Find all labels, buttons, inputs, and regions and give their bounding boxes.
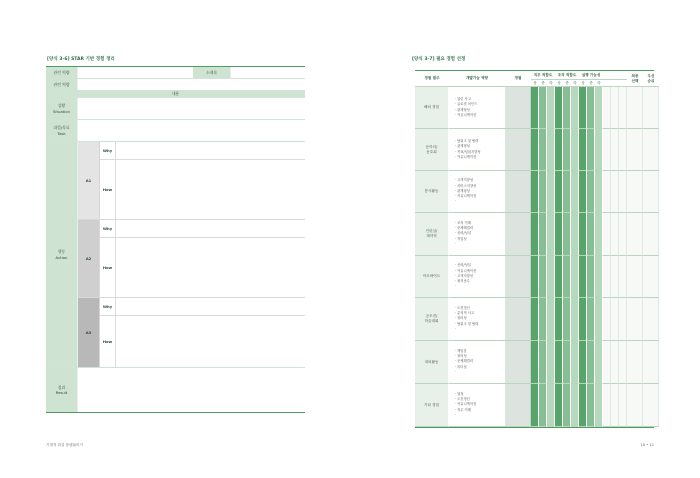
row-category: 인턴십/ 계약직 xyxy=(415,213,449,256)
rating-cell[interactable] xyxy=(563,256,571,298)
experience-cell[interactable] xyxy=(505,298,531,341)
row-action xyxy=(46,142,305,368)
rating-cell[interactable] xyxy=(555,213,563,256)
a1-why-row xyxy=(100,142,305,160)
skill-item: · 커뮤니케이션 xyxy=(455,402,477,407)
rating-cell[interactable] xyxy=(555,384,563,427)
header-experience: 경험 xyxy=(505,71,531,87)
rating-cell[interactable] xyxy=(595,341,603,384)
rating-cell[interactable] xyxy=(603,171,611,213)
row-skill-list xyxy=(449,298,505,341)
related-skill-label: 관련 역량 xyxy=(46,79,78,90)
experience-cell[interactable] xyxy=(505,213,531,256)
row-category: 동아리/ 동호회 xyxy=(415,129,449,171)
rating-cell[interactable] xyxy=(579,341,587,384)
rating-cell[interactable] xyxy=(603,298,611,341)
a1-how-input[interactable] xyxy=(116,160,305,219)
left-form-title: [양식 3-6] STAR 기반 경험 정리 xyxy=(47,57,115,62)
rating-cell[interactable] xyxy=(571,213,579,256)
rating-cell[interactable] xyxy=(555,129,563,171)
rating-cell[interactable] xyxy=(539,256,547,298)
rating-cell[interactable] xyxy=(563,298,571,341)
a1-how-label: How xyxy=(100,160,116,219)
situation-input[interactable] xyxy=(78,98,305,119)
rating-cell[interactable] xyxy=(539,384,547,427)
rating-cell[interactable] xyxy=(571,87,579,129)
a3-how-row xyxy=(100,316,305,367)
header-group-4 xyxy=(603,71,627,80)
rating-cell[interactable] xyxy=(603,341,611,384)
experience-selection-table xyxy=(415,70,654,428)
right-footer: 10 • 11 xyxy=(640,443,654,447)
row-skill-list xyxy=(449,384,505,427)
row-category: 대외활동 xyxy=(415,341,449,384)
rating-cell[interactable] xyxy=(547,341,555,384)
sub-low: 하 xyxy=(571,80,579,87)
header-feasibility: 실행 가능성 xyxy=(579,71,603,80)
action-a2-label: A2 xyxy=(78,220,100,297)
sub-high: 상 xyxy=(531,80,539,87)
a2-why-input[interactable] xyxy=(116,220,305,237)
experience-cell[interactable] xyxy=(505,341,531,384)
rating-cell[interactable] xyxy=(619,129,627,171)
rating-cell[interactable] xyxy=(539,341,547,384)
skill-item: · 직업성 xyxy=(455,236,467,241)
rating-cell[interactable] xyxy=(587,298,595,341)
row-skill-list xyxy=(449,87,505,129)
skill-item: · 커뮤니케이션 xyxy=(455,194,477,199)
rating-cell[interactable] xyxy=(603,256,611,298)
rating-cell[interactable] xyxy=(531,129,539,171)
rating-cell[interactable] xyxy=(555,256,563,298)
task-input[interactable] xyxy=(78,120,305,141)
content-header: 내용 xyxy=(46,91,305,97)
rating-cell[interactable] xyxy=(579,171,587,213)
rating-cell[interactable] xyxy=(531,171,539,213)
a2-why-row xyxy=(100,220,305,238)
sub-mid: 중 xyxy=(539,80,547,87)
skill-item: · 신뢰/성실 xyxy=(455,263,471,268)
skill-item: · 커뮤니케이션 xyxy=(455,268,477,273)
rating-cell[interactable] xyxy=(619,213,627,256)
rating-cell[interactable] xyxy=(595,171,603,213)
rating-cell[interactable] xyxy=(539,298,547,341)
rating-cell[interactable] xyxy=(643,384,659,427)
a2-why-label: Why xyxy=(100,220,116,237)
rating-cell[interactable] xyxy=(643,213,659,256)
rating-cell[interactable] xyxy=(579,384,587,427)
rating-cell[interactable] xyxy=(547,213,555,256)
skill-item: · 분석적 사고 xyxy=(455,311,475,316)
rating-cell[interactable] xyxy=(595,298,603,341)
experience-cell[interactable] xyxy=(505,129,531,171)
rating-cell[interactable] xyxy=(643,87,659,129)
sub-high: 상 xyxy=(555,80,563,87)
rating-cell[interactable] xyxy=(619,298,627,341)
rating-cell[interactable] xyxy=(643,341,659,384)
a3-why-input[interactable] xyxy=(116,298,305,315)
skill-item: · xyxy=(455,412,457,417)
rating-cell[interactable] xyxy=(611,298,619,341)
row-category: 해외 경험 xyxy=(415,87,449,129)
skill-item: · 글로벌 마인드 xyxy=(455,102,478,107)
selection-grid xyxy=(415,71,654,427)
experience-cell[interactable] xyxy=(505,87,531,129)
header-job-fit: 직무 적합도 xyxy=(531,71,555,80)
affiliation-input[interactable] xyxy=(231,67,305,78)
skill-item: · 목표/성취지향성 xyxy=(455,149,481,154)
row-skill-list xyxy=(449,129,505,171)
situation-label: 상황 Situation xyxy=(46,98,78,119)
rating-cell[interactable] xyxy=(611,341,619,384)
skill-item: · 커뮤니케이션 xyxy=(455,154,477,159)
rating-cell[interactable] xyxy=(571,341,579,384)
rating-cell[interactable] xyxy=(531,87,539,129)
skill-item: · 문제해결력 xyxy=(455,226,474,231)
skill-item: · 고객지향성 xyxy=(455,178,474,183)
rating-cell[interactable] xyxy=(595,213,603,256)
rating-cell[interactable] xyxy=(619,341,627,384)
rating-cell[interactable] xyxy=(619,87,627,129)
rating-cell[interactable] xyxy=(547,171,555,213)
rating-cell[interactable] xyxy=(603,129,611,171)
header-category: 경험 범주 xyxy=(415,71,449,87)
rating-cell[interactable] xyxy=(579,213,587,256)
experience-cell[interactable] xyxy=(505,384,531,427)
rating-cell[interactable] xyxy=(627,87,643,129)
action-label: 행동 Action xyxy=(46,142,78,367)
left-footer: 기계적 취업 플랫폼비기 xyxy=(46,443,83,447)
affiliation-label: 소제목 xyxy=(193,67,231,78)
skill-item: · 직무 이해 xyxy=(455,407,471,412)
rating-cell[interactable] xyxy=(603,87,611,129)
row-skill-list xyxy=(449,171,505,213)
experience-cell[interactable] xyxy=(505,256,531,298)
rating-cell[interactable] xyxy=(571,171,579,213)
related-skill-input[interactable] xyxy=(78,79,305,90)
skill-item: · 문제해결력 xyxy=(455,359,474,364)
a1-why-label: Why xyxy=(100,142,116,159)
action-group-a2 xyxy=(78,220,305,298)
rating-cell[interactable] xyxy=(547,87,555,129)
rating-cell[interactable] xyxy=(547,384,555,427)
rating-cell[interactable] xyxy=(531,341,539,384)
row-task xyxy=(46,120,305,142)
rating-cell[interactable] xyxy=(627,298,643,341)
a3-how-input[interactable] xyxy=(116,316,305,367)
rating-cell[interactable] xyxy=(643,298,659,341)
rating-cell[interactable] xyxy=(603,213,611,256)
a1-why-input[interactable] xyxy=(116,142,305,159)
rating-cell[interactable] xyxy=(531,298,539,341)
sub-mid: 중 xyxy=(563,80,571,87)
a3-how-label: How xyxy=(100,316,116,367)
skill-item: · 책임감 xyxy=(455,348,467,353)
skill-item: · 원칙준수 xyxy=(455,279,470,284)
action-group-a3 xyxy=(78,298,305,367)
skill-item: · xyxy=(455,284,457,289)
rating-cell[interactable] xyxy=(627,256,643,298)
a3-why-row xyxy=(100,298,305,316)
skill-item: · xyxy=(455,369,457,374)
rating-cell[interactable] xyxy=(563,384,571,427)
action-group-a1 xyxy=(78,142,305,220)
rating-cell[interactable] xyxy=(547,298,555,341)
skill-item: · 열정 xyxy=(455,391,464,396)
rating-cell[interactable] xyxy=(555,171,563,213)
rating-cell[interactable] xyxy=(587,171,595,213)
rating-cell[interactable] xyxy=(587,341,595,384)
rating-cell[interactable] xyxy=(619,256,627,298)
row-skill-list xyxy=(449,341,505,384)
rating-cell[interactable] xyxy=(611,87,619,129)
rating-cell[interactable] xyxy=(619,171,627,213)
rating-cell[interactable] xyxy=(555,341,563,384)
rating-cell[interactable] xyxy=(579,87,587,129)
row-category: 봉사활동 xyxy=(415,171,449,213)
rating-cell[interactable] xyxy=(571,129,579,171)
rating-cell[interactable] xyxy=(611,213,619,256)
sub-low: 하 xyxy=(595,80,603,87)
skill-item: · 창의성 xyxy=(455,316,467,321)
rating-cell[interactable] xyxy=(563,341,571,384)
rating-cell[interactable] xyxy=(539,129,547,171)
rating-cell[interactable] xyxy=(547,256,555,298)
skill-item: · 서비스지향성 xyxy=(455,183,477,188)
skill-item: · 리더십 xyxy=(455,364,467,369)
rating-cell[interactable] xyxy=(563,129,571,171)
rating-cell[interactable] xyxy=(627,171,643,213)
rating-cell[interactable] xyxy=(587,213,595,256)
skill-item: · 커뮤니케이션 xyxy=(455,112,477,117)
action-a3-label: A3 xyxy=(78,298,100,367)
rating-cell[interactable] xyxy=(627,129,643,171)
rating-cell[interactable] xyxy=(531,256,539,298)
rating-cell[interactable] xyxy=(595,256,603,298)
row-skill-list xyxy=(449,256,505,298)
rating-cell[interactable] xyxy=(611,171,619,213)
rating-cell[interactable] xyxy=(539,213,547,256)
rating-cell[interactable] xyxy=(563,213,571,256)
rating-cell[interactable] xyxy=(555,298,563,341)
rating-cell[interactable] xyxy=(627,213,643,256)
rating-cell[interactable] xyxy=(611,129,619,171)
skill-item: · xyxy=(455,326,457,331)
rating-cell[interactable] xyxy=(611,256,619,298)
skill-item: · xyxy=(455,199,457,204)
action-a1-label: A1 xyxy=(78,142,100,219)
header-org-fit: 조직 적합도 xyxy=(555,71,579,80)
row-result xyxy=(46,368,305,412)
row-category: 기타 경험 xyxy=(415,384,449,427)
right-page xyxy=(350,0,700,478)
rating-cell[interactable] xyxy=(627,341,643,384)
skill-item: · 관계형성 xyxy=(455,144,470,149)
a3-why-label: Why xyxy=(100,298,116,315)
skill-item: · 도전정신 xyxy=(455,397,470,402)
skill-item: · 조직 이해 xyxy=(455,220,471,225)
skill-item: · 창의성 xyxy=(455,354,467,359)
a2-how-label: How xyxy=(100,238,116,297)
rating-cell[interactable] xyxy=(627,384,643,427)
rating-cell[interactable] xyxy=(579,256,587,298)
skill-item: · 팀워크 및 협력 xyxy=(455,321,479,326)
rating-cell[interactable] xyxy=(571,384,579,427)
header-final-selection: 최종 선택 xyxy=(627,71,643,87)
rating-cell[interactable] xyxy=(619,384,627,427)
row-category: 공모전/ 학술대회 xyxy=(415,298,449,341)
rating-cell[interactable] xyxy=(595,129,603,171)
row-related-course xyxy=(46,67,305,79)
rating-cell[interactable] xyxy=(547,129,555,171)
skill-item: · 팀워크 및 협력 xyxy=(455,138,479,143)
rating-cell[interactable] xyxy=(579,129,587,171)
result-input[interactable] xyxy=(78,368,305,412)
action-groups xyxy=(78,142,305,367)
skill-item: · 도전정신 xyxy=(455,305,470,310)
experience-cell[interactable] xyxy=(505,171,531,213)
rating-cell[interactable] xyxy=(587,256,595,298)
rating-cell[interactable] xyxy=(555,87,563,129)
right-form-title: [양식 3-7] 필요 경험 선정 xyxy=(412,57,466,62)
rating-cell[interactable] xyxy=(571,298,579,341)
rating-cell[interactable] xyxy=(595,384,603,427)
rating-cell[interactable] xyxy=(587,384,595,427)
star-form xyxy=(46,66,305,413)
skill-item: · 관계형성 xyxy=(455,188,470,193)
row-skill-list xyxy=(449,213,505,256)
a2-how-row xyxy=(100,238,305,297)
skill-item: · 신뢰/성실 xyxy=(455,231,471,236)
content-header-row xyxy=(46,91,305,98)
rating-cell[interactable] xyxy=(643,256,659,298)
rating-cell[interactable] xyxy=(587,129,595,171)
skill-item: · xyxy=(455,241,457,246)
sub-low: 하 xyxy=(547,80,555,87)
rating-cell[interactable] xyxy=(603,384,611,427)
header-skills: 개발가능 역량 xyxy=(449,71,505,87)
row-related-skill xyxy=(46,79,305,91)
rating-cell[interactable] xyxy=(571,256,579,298)
rating-cell[interactable] xyxy=(563,171,571,213)
row-category: 아르바이트 xyxy=(415,256,449,298)
rating-cell[interactable] xyxy=(643,129,659,171)
sub-empty xyxy=(603,80,627,87)
related-course-label: 관련 역량 xyxy=(46,67,78,78)
rating-cell[interactable] xyxy=(531,384,539,427)
a2-how-input[interactable] xyxy=(116,238,305,297)
a1-how-row xyxy=(100,160,305,219)
skill-item: · 관계형성 xyxy=(455,107,470,112)
result-label: 결과 Result xyxy=(46,368,78,412)
sub-mid: 중 xyxy=(587,80,595,87)
header-priority: 우선 순위 xyxy=(643,71,659,87)
rating-cell[interactable] xyxy=(539,87,547,129)
skill-item: · 고객지향성 xyxy=(455,273,474,278)
related-course-input[interactable] xyxy=(78,67,193,78)
skill-item: · 열린 사고 xyxy=(455,96,471,101)
rating-cell[interactable] xyxy=(579,298,587,341)
row-situation xyxy=(46,98,305,120)
rating-cell[interactable] xyxy=(539,171,547,213)
rating-cell[interactable] xyxy=(611,384,619,427)
rating-cell[interactable] xyxy=(587,87,595,129)
rating-cell[interactable] xyxy=(563,87,571,129)
sub-high: 상 xyxy=(579,80,587,87)
rating-cell[interactable] xyxy=(531,213,539,256)
task-label: 과업/목표 Task xyxy=(46,120,78,141)
rating-cell[interactable] xyxy=(595,87,603,129)
rating-cell[interactable] xyxy=(643,171,659,213)
